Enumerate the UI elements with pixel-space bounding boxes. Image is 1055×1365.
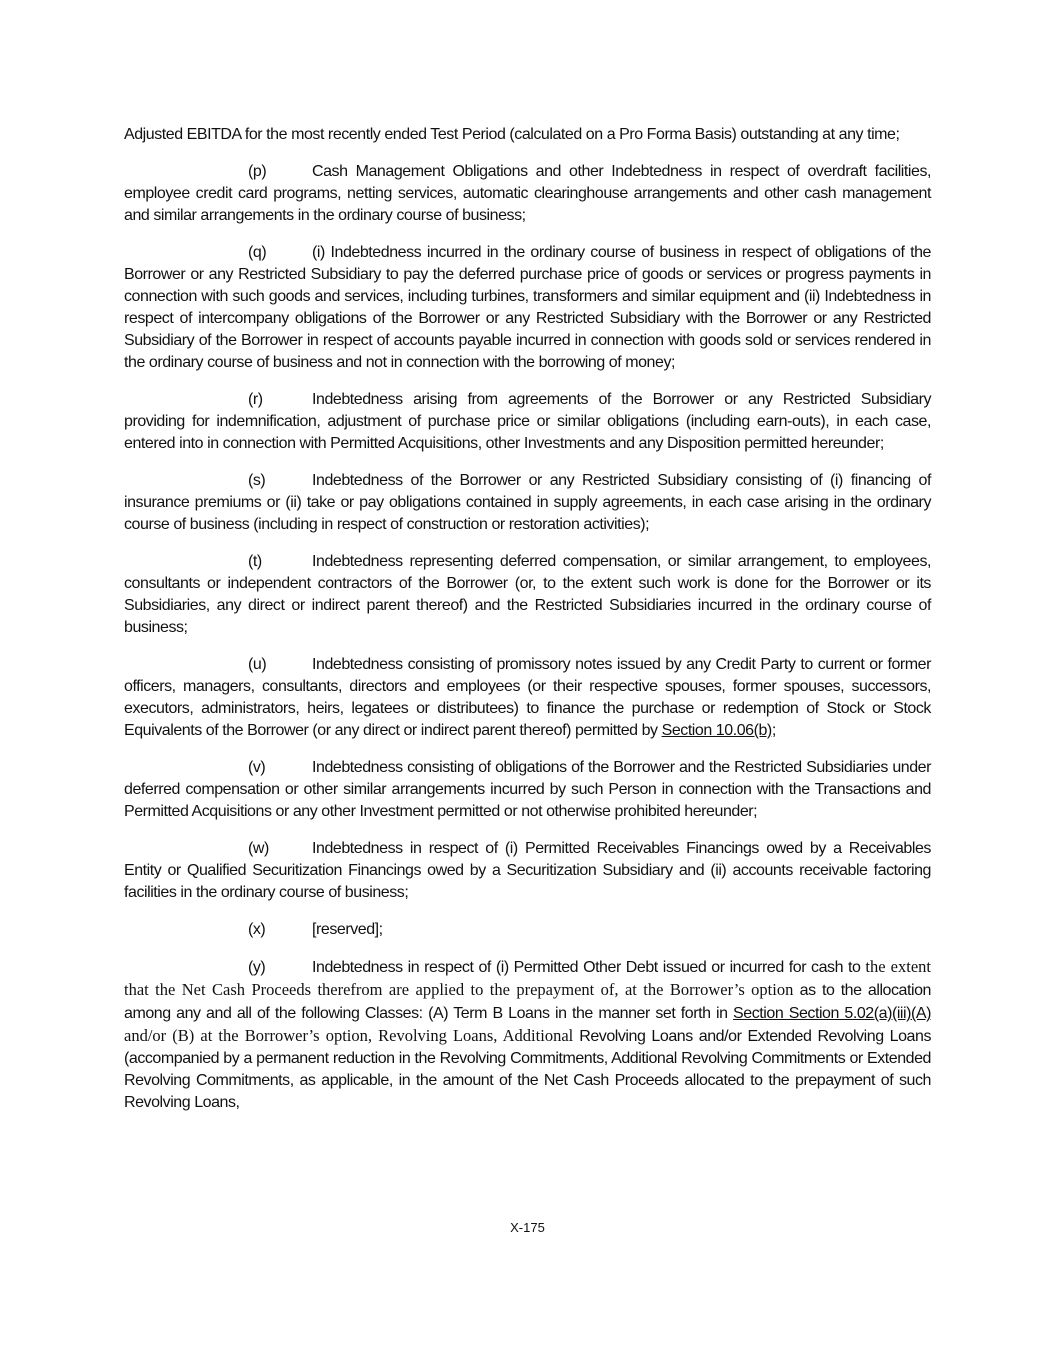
clause-label: (y) [248, 959, 266, 976]
clause-label: (t) [248, 553, 262, 570]
paragraph-q [124, 242, 931, 374]
clause-text: Indebtedness consisting of promissory notes issued by any Credit Party to current or former officers, managers, consultants, directors and employees (or their respective spouses, former spouses, successors, executors, administrators, heirs, legatees or distributees) to finance the purchase or redemption of Stock or Stock Equivalents of the Borrower (or any direct or indirect parent thereof) permitted by [124, 656, 931, 739]
clause-text: Indebtedness in respect of (i) Permitted Receivables Financings owed by a Receivables Entity or Qualified Securitization Financings owed by a Securitization Subsidiary and (ii) accounts receivable factoring facilities in the ordinary course of business; [124, 840, 931, 901]
clause-text: Indebtedness in respect of (i) Permitted Other Debt issued or incurred for cash to [312, 959, 866, 976]
paragraph-v [124, 757, 931, 823]
clause-text: Indebtedness representing deferred compensation, or similar arrangement, to employees, consultants or independent contractors of the Borrower (or, to the extent such work is done for the Borrower or its Subsidiaries, any direct or indirect parent thereof) and the Restricted Subsidiaries incurred in the ordinary course of business; [124, 553, 931, 636]
paragraph-u [124, 654, 931, 742]
paragraph-x [124, 919, 931, 941]
paragraph-p [124, 161, 931, 227]
clause-label: (s) [248, 472, 266, 489]
clause-text-serif: and/or (B) at the Borrower’s option, Revolving Loans, Additional [124, 1026, 574, 1045]
paragraph-s [124, 470, 931, 536]
clause-text: Indebtedness consisting of obligations of the Borrower and the Restricted Subsidiaries under deferred compensation or other similar arrangements incurred by such Person in connection with the Transactions and Permitted Acquisitions or any other Investment permitted or not otherwise prohibited hereunder; [124, 759, 931, 820]
clause-label: (v) [248, 759, 266, 776]
clause-text: Cash Management Obligations and other Indebtedness in respect of overdraft facilities, employee credit card programs, netting services, automatic clearinghouse arrangements and other cash management and similar arrangements in the ordinary course of business; [124, 163, 931, 224]
paragraph-t [124, 551, 931, 639]
clause-text: (i) Indebtedness incurred in the ordinary course of business in respect of obligations of the Borrower or any Restricted Subsidiary to pay the deferred purchase price of goods or services or progress payments in connection with such goods and services, including turbines, transformers and similar equipment and (ii) Indebtedness in respect of intercompany obligations of the Borrower or any Restricted Subsidiary with the Borrower or any Restricted Subsidiary of the Borrower in respect of accounts payable incurred in connection with goods sold or services rendered in the ordinary course of business and not in connection with the borrowing of money; [124, 244, 931, 371]
paragraph-intro: Adjusted EBITDA for the most recently ended Test Period (calculated on a Pro Forma Basis) outstanding at any time; [124, 126, 900, 143]
clause-label: (q) [248, 244, 267, 261]
paragraph-w [124, 838, 931, 904]
paragraph-y [124, 956, 931, 1114]
section-reference-link[interactable]: Section Section 5.02(a)(iii)(A) [733, 1005, 931, 1022]
clause-label: (x) [248, 921, 266, 938]
document-page [124, 124, 931, 1129]
clause-label: (r) [248, 391, 263, 408]
clause-label: (u) [248, 656, 267, 673]
paragraph-r [124, 389, 931, 455]
clause-text: [reserved]; [312, 921, 383, 938]
clause-text-tail: ; [771, 722, 776, 739]
section-reference-link[interactable]: Section 10.06(b) [661, 722, 772, 739]
clause-label: (p) [248, 163, 267, 180]
clause-text: Indebtedness of the Borrower or any Restricted Subsidiary consisting of (i) financing of insurance premiums or (ii) take or pay obligations contained in supply agreements, in each case arising in the ordinary course of business (including in respect of construction or restoration activities); [124, 472, 931, 533]
clause-text: Indebtedness arising from agreements of the Borrower or any Restricted Subsidiary providing for indemnification, adjustment of purchase price or similar obligations (including earn-outs), in each case, entered into in connection with Permitted Acquisitions, other Investments and any Disposition permitted hereunder; [124, 391, 931, 452]
page-number: X-175 [510, 1220, 545, 1235]
clause-text-serif: the extent that the Net Cash Proceeds therefrom are applied to the prepayment of, at the Borrower’s option [124, 957, 931, 999]
clause-text: as to the allocation among any and all of the following Classes: (A) Term B Loans in the manner set forth in [124, 982, 931, 1022]
clause-label: (w) [248, 840, 269, 857]
clause-text: Revolving Loans and/or Extended Revolving Loans (accompanied by a permanent reduction in the Revolving Commitments, Additional Revolving Commitments or Extended Revolving Commitments, as applicable, in the amount of the Net Cash Proceeds allocated to the prepayment of such Revolving Loans, [124, 1028, 931, 1111]
